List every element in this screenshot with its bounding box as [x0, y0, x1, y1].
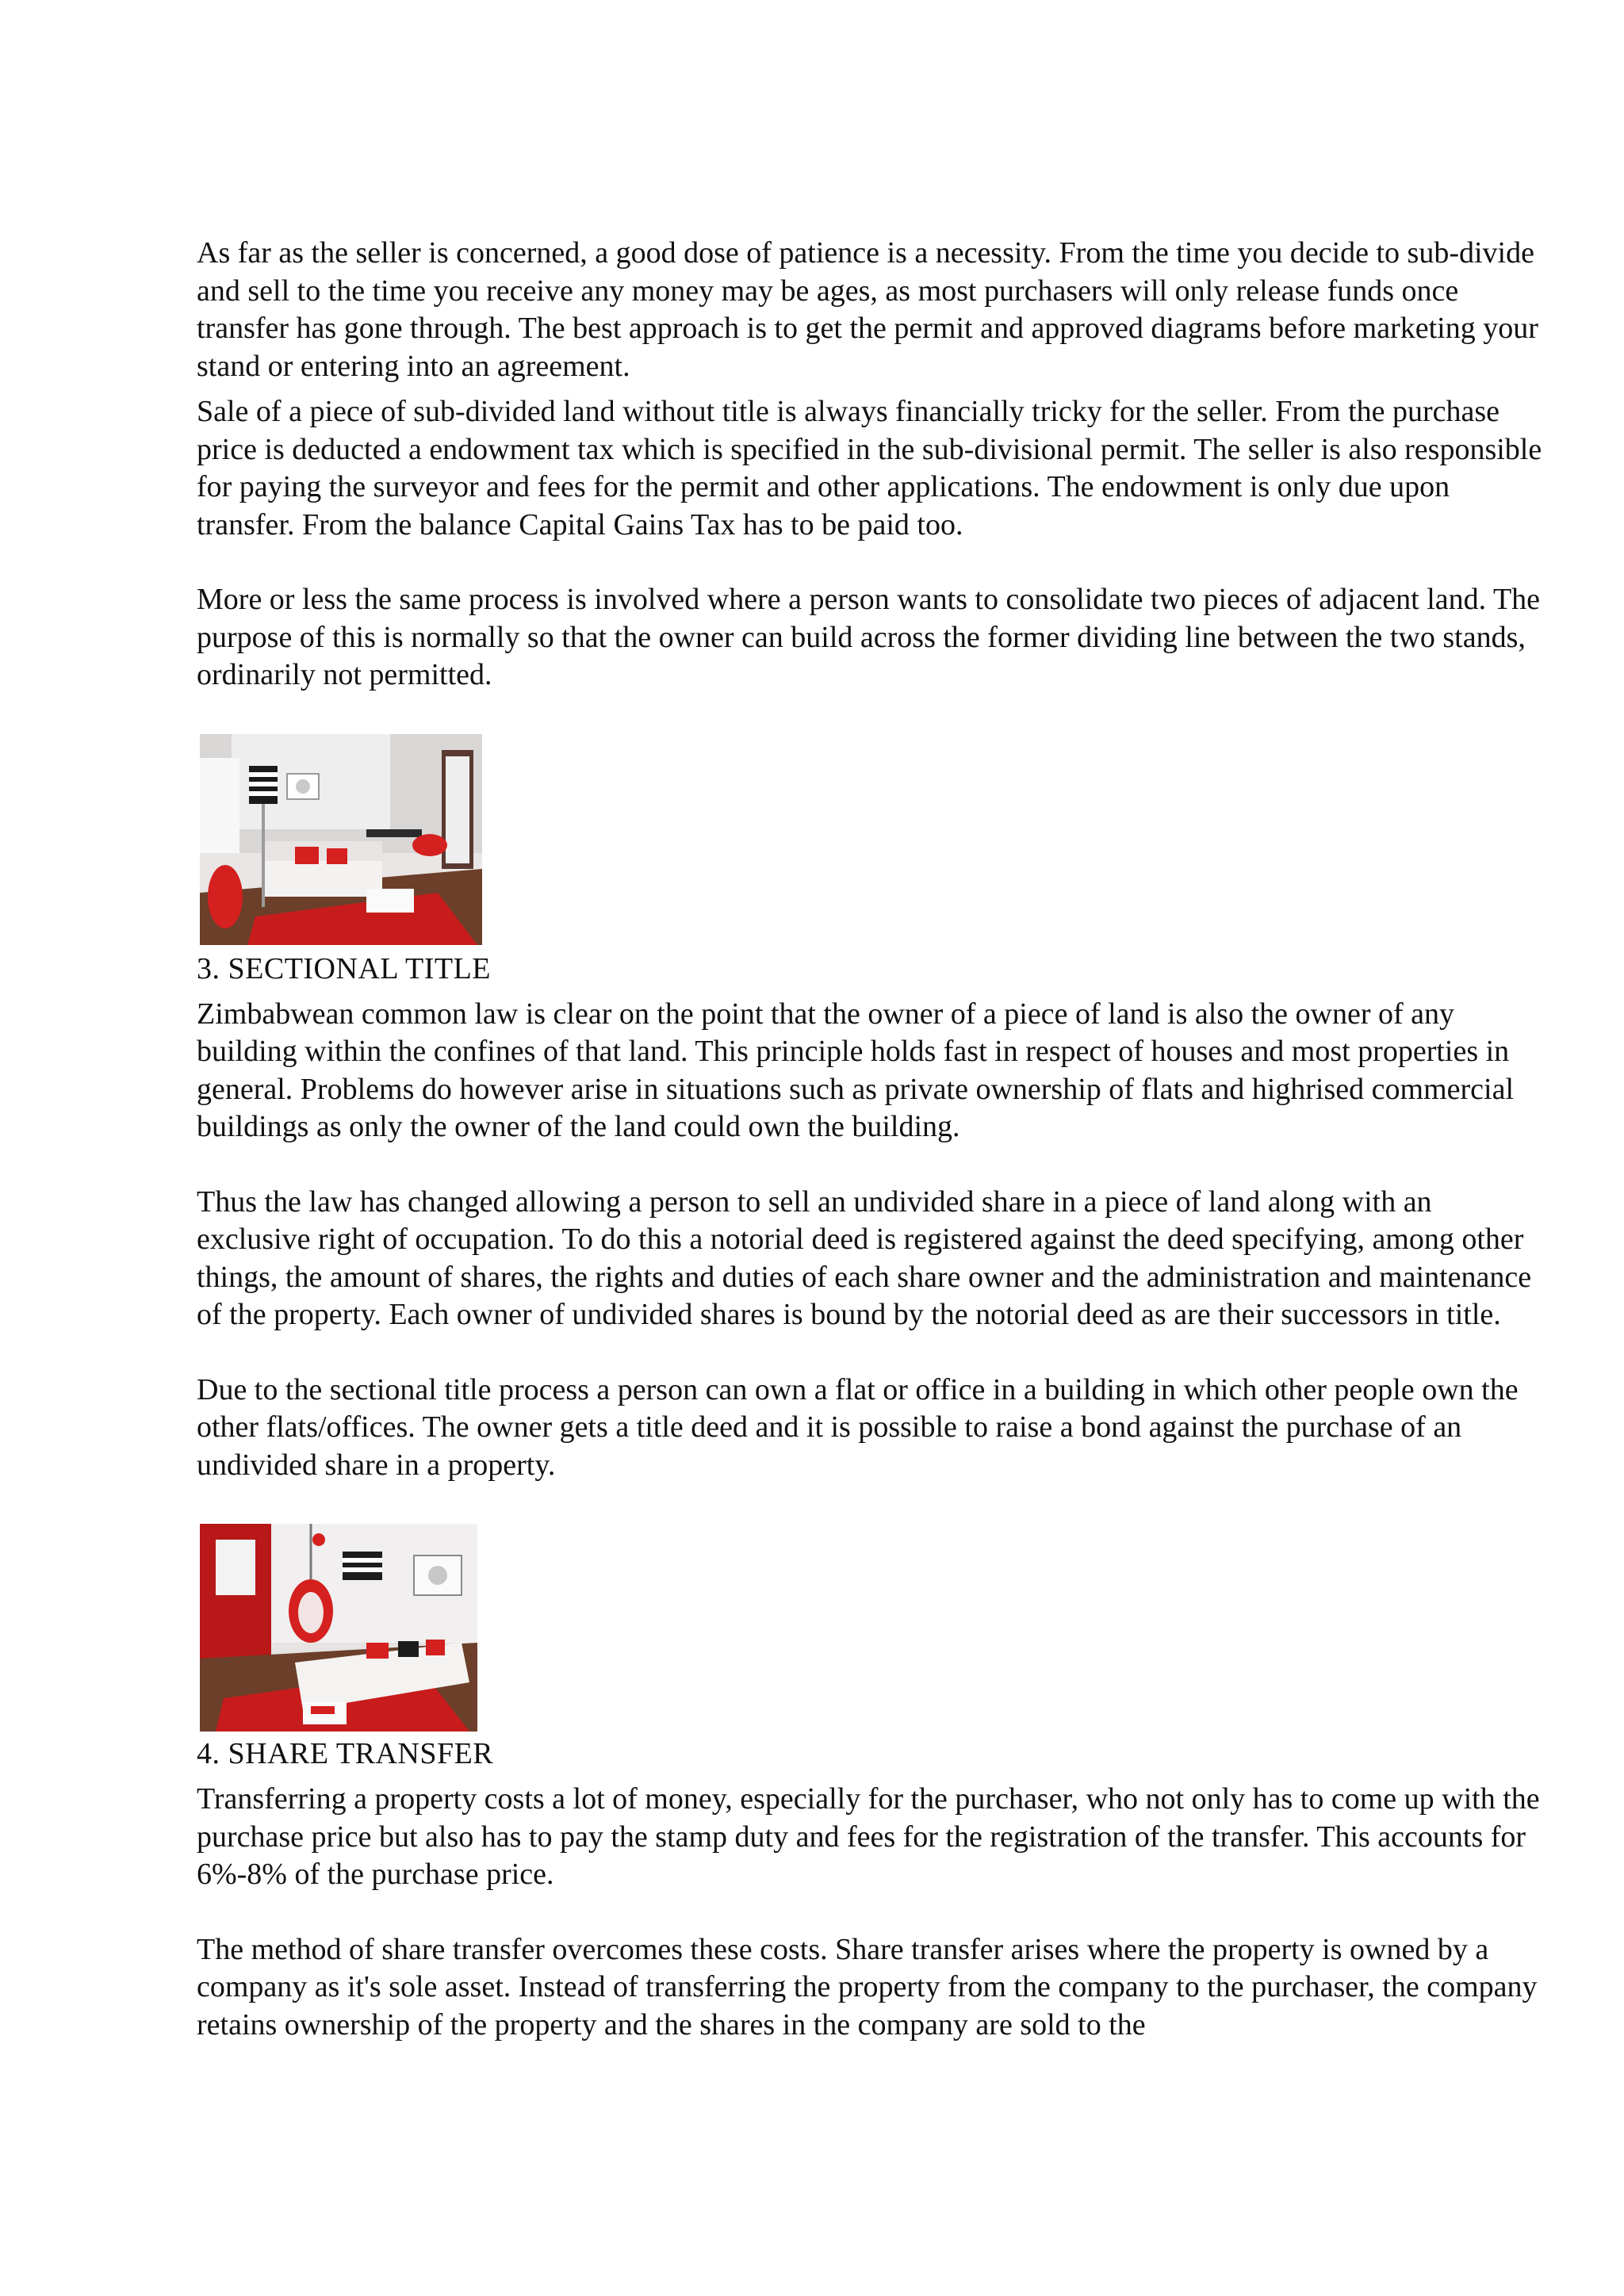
- paragraph-transfer-costs: Transferring a property costs a lot of money, especially for the purchaser, who not only has to come up with the purchase price but also has to pay the stamp duty and fees for the registration of the transfer. This accounts for 6%-8% of the purchase price.: [197, 1782, 1540, 1891]
- section-heading-sectional-title: 3. SECTIONAL TITLE: [197, 951, 492, 985]
- paragraph-common-law: Zimbabwean common law is clear on the point that the owner of a piece of land is also the owner of any building within the confines of that land. This principle holds fast in respect of houses and most properties in general. Problems do however arise in situations such as private ownership of flats and highrised commercial buildings as only the owner of the land could own the building.: [197, 997, 1514, 1143]
- paragraph-consolidation: More or less the same process is involved where a person wants to consolidate two pieces of adjacent land. The purpose of this is normally so that the owner can build across the former dividing line between the two stands, ordinarily not permitted.: [197, 583, 1541, 691]
- paragraph-sale-without-title: Sale of a piece of sub-divided land without title is always financially tricky for the seller. From the purchase price is deducted a endowment tax which is specified in the sub-divisional permit. The seller is also responsible for paying the surveyor and fees for the permit and other applications. The endowment is only due upon transfer. From the balance Capital Gains Tax has to be paid too.: [197, 395, 1542, 541]
- paragraph-seller-patience: As far as the seller is concerned, a good dose of patience is a necessity. From the time you decide to sub-divide and sell to the time you receive any money may be ages, as most purchasers will only release funds once transfer has gone through. The best approach is to get the permit and approved diagrams before marketing your stand or entering into an agreement.: [197, 236, 1538, 383]
- section-heading-share-transfer: 4. SHARE TRANSFER: [197, 1737, 494, 1770]
- paragraph-share-transfer-method: The method of share transfer overcomes these costs. Share transfer arises where the property is owned by a company as it's sole asset. Instead of transferring the property from the company to the purchaser, the company retains ownership of the property and the shares in the company are sold to the: [197, 1932, 1538, 2042]
- document-body: [197, 235, 1545, 2044]
- living-room-photo-2: [200, 1524, 477, 1732]
- paragraph-law-changed: Thus the law has changed allowing a person to sell an undivided share in a piece of land along with an exclusive right of occupation. To do this a notorial deed is registered against the deed specifying, among other things, the amount of shares, the rights and duties of each share owner and the administration and maintenance of the property. Each owner of undivided shares is bound by the notorial deed as are their successors in title.: [197, 1184, 1532, 1331]
- living-room-photo-1: [200, 734, 482, 945]
- paragraph-sectional-process: Due to the sectional title process a person can own a flat or office in a building in which other people own the other flats/offices. The owner gets a title deed and it is possible to raise a bond against the purchase of an undivided share in a property.: [197, 1372, 1519, 1482]
